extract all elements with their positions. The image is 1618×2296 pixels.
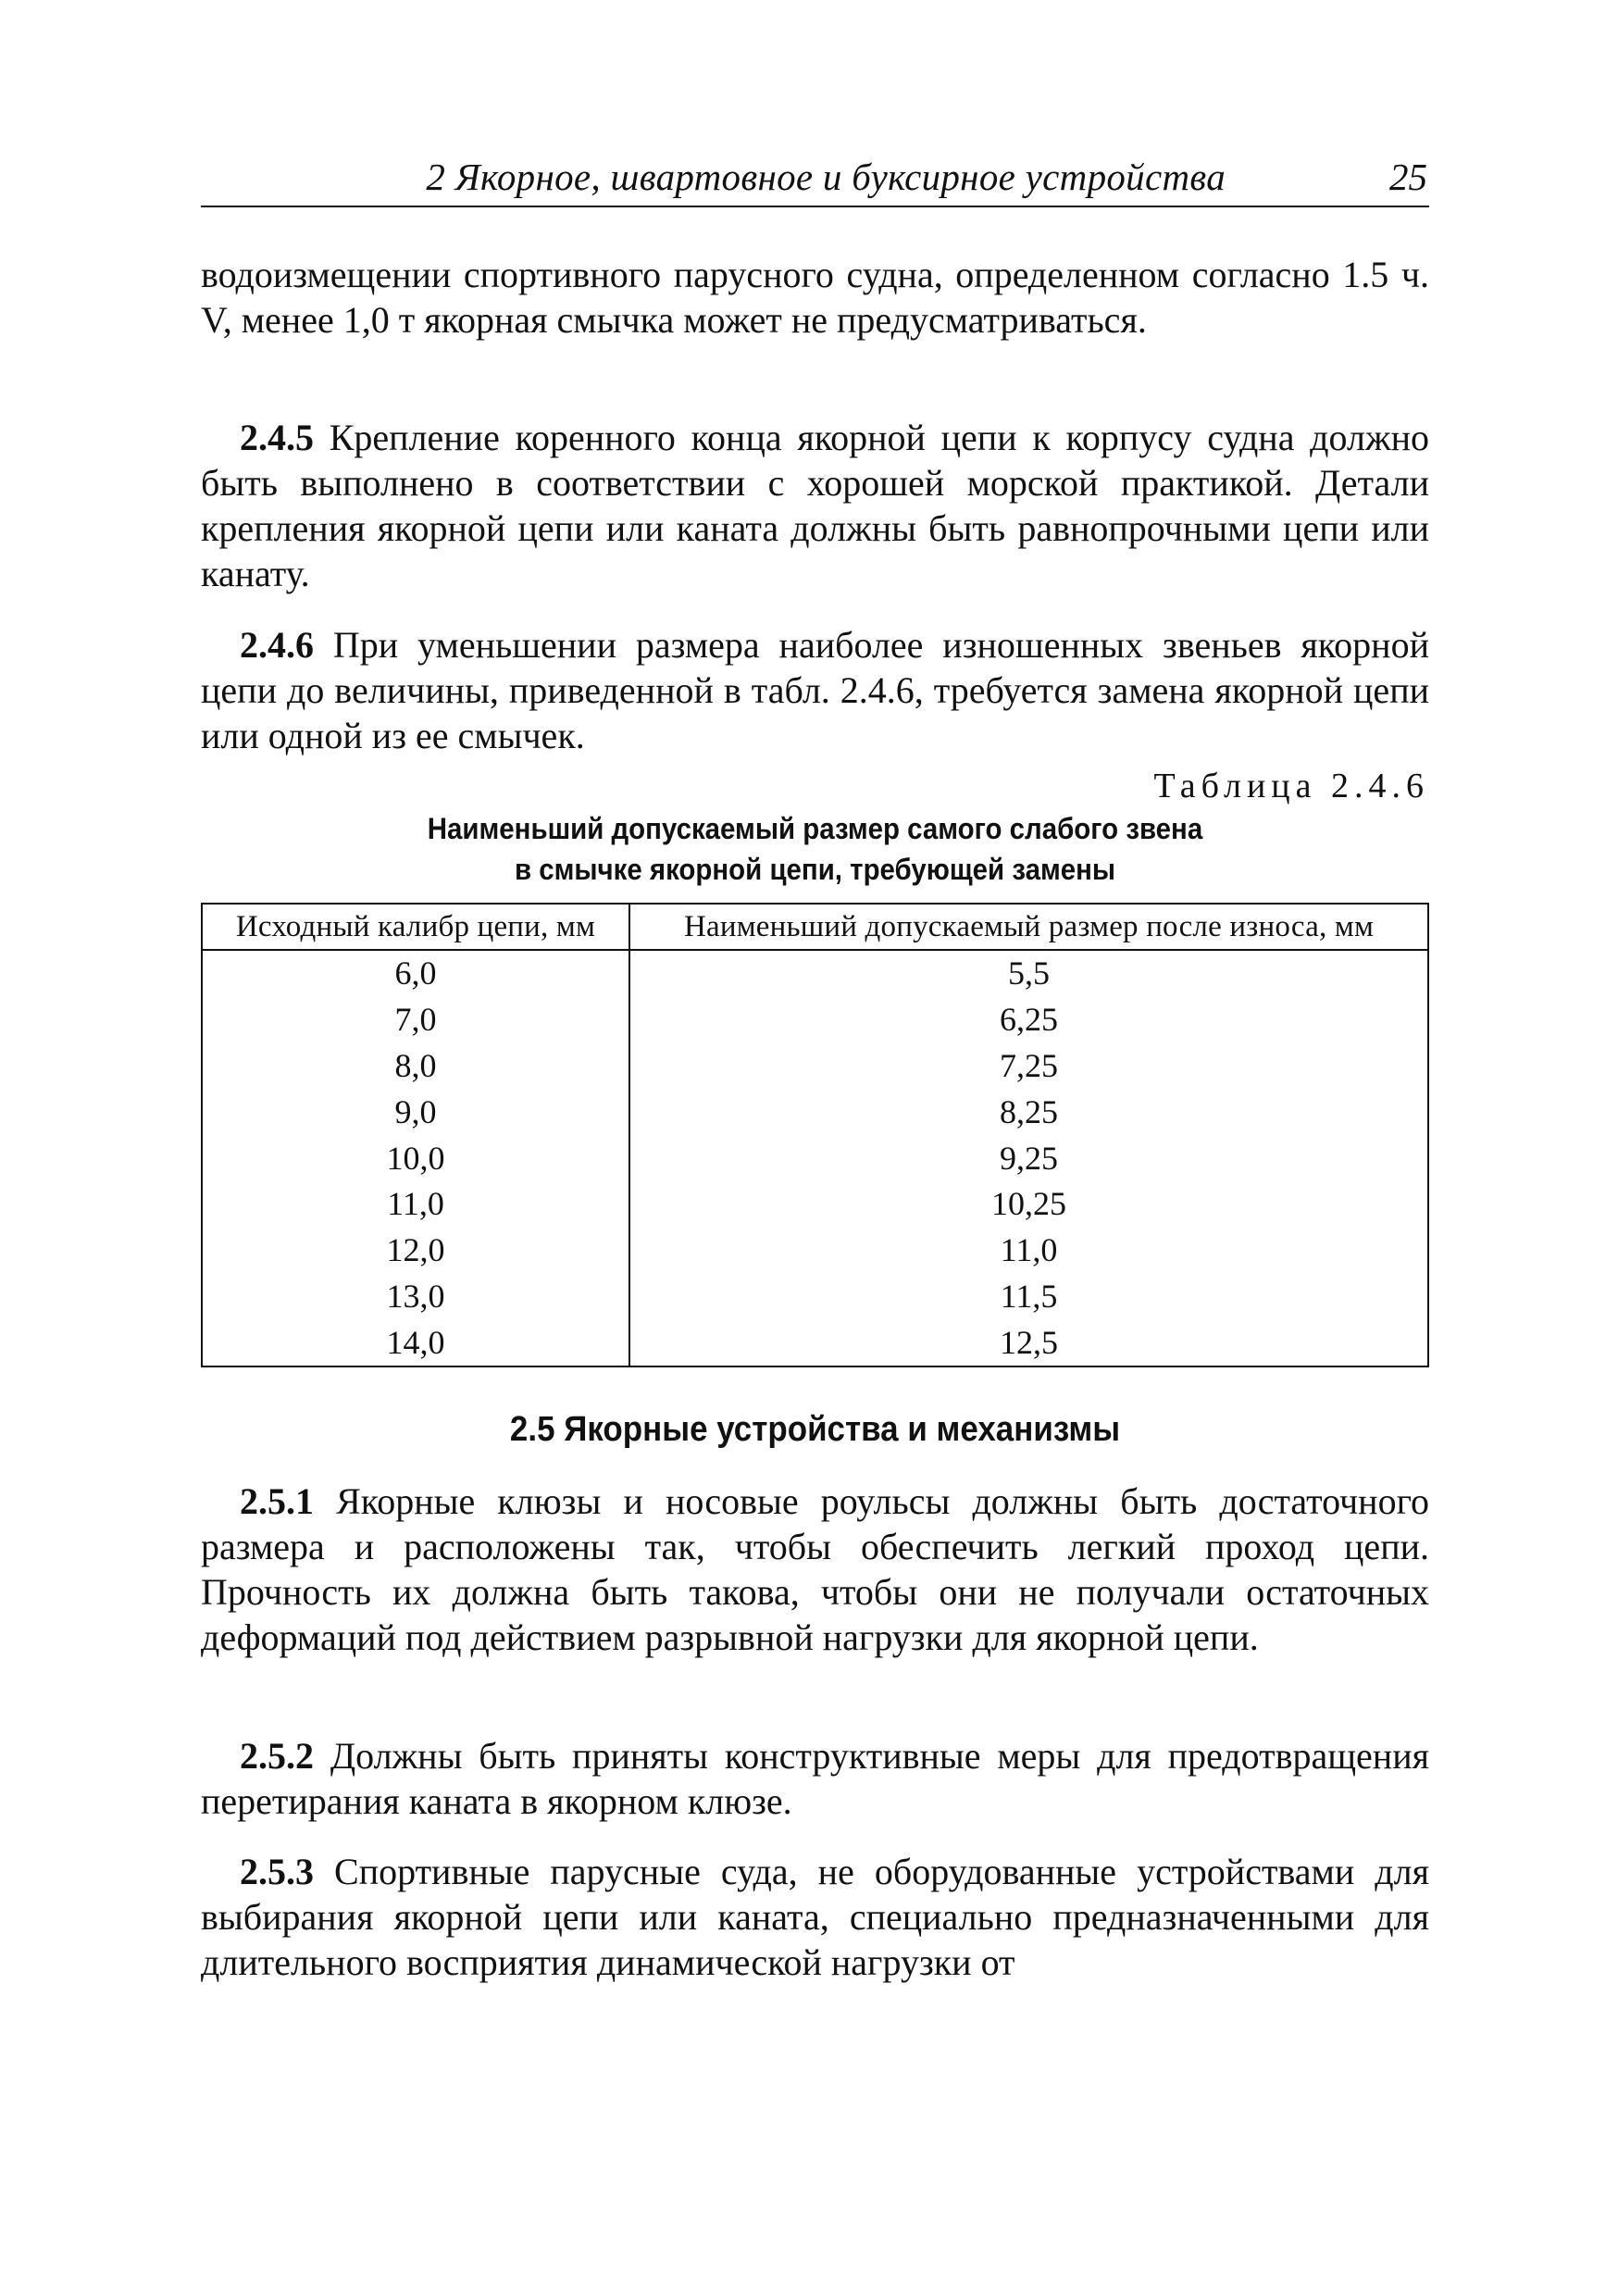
cell-min-size: 11,0 (629, 1228, 1428, 1274)
cell-caliber: 7,0 (202, 997, 629, 1043)
table-row (202, 1089, 1428, 1135)
cell-caliber: 12,0 (202, 1228, 629, 1274)
cell-min-size: 5,5 (629, 950, 1428, 997)
paragraph-number: 2.5.1 (240, 1480, 314, 1522)
table-caption-line-1: Наименьший допускаемый размер самого слабого звена (427, 812, 1203, 845)
cell-caliber: 9,0 (202, 1089, 629, 1135)
cell-min-size: 6,25 (629, 997, 1428, 1043)
running-header (201, 154, 1429, 207)
cell-min-size: 11,5 (629, 1274, 1428, 1320)
cell-caliber: 8,0 (202, 1043, 629, 1090)
table-row (202, 1181, 1428, 1228)
paragraph-2-5-3 (201, 1849, 1429, 1985)
table-row (202, 950, 1428, 997)
running-title: 2 Якорное, швартовное и буксирное устройства (426, 156, 1226, 198)
continued-paragraph: водоизмещении спортивного парусного судна, определенном согласно 1.5 ч. V, менее 1,0 т якорная смычка может не предусматриваться. (201, 254, 1429, 341)
paragraph-number: 2.4.5 (240, 417, 314, 458)
chain-wear-table (201, 903, 1429, 1367)
paragraph-2-5-1 (201, 1479, 1429, 1660)
cell-min-size: 9,25 (629, 1135, 1428, 1181)
table-row (202, 1135, 1428, 1181)
page-number: 25 (1389, 156, 1427, 198)
table-caption (250, 808, 1380, 890)
table-row (202, 1319, 1428, 1366)
cell-caliber: 6,0 (202, 950, 629, 997)
paragraph-text: Якорные клюзы и носовые роульсы должны быть достаточного размера и расположены так, чтобы обеспечить легкий проход цепи. Прочность их должна быть такова, чтобы они не получали остаточных деформаций под действием разрывной нагрузки для якорной цепи. (201, 1480, 1429, 1658)
cell-min-size: 8,25 (629, 1089, 1428, 1135)
section-heading: 2.5 Якорные устройства и механизмы (509, 1410, 1121, 1449)
table-row (202, 997, 1428, 1043)
cell-caliber: 14,0 (202, 1319, 629, 1366)
table-header-row (202, 904, 1428, 950)
paragraph-text: При уменьшении размера наиболее изношенных звеньев якорной цепи до величины, приведенной в табл. 2.4.6, требуется замена якорной цепи или одной из ее смычек. (201, 624, 1429, 756)
paragraph-2-5-2 (201, 1733, 1429, 1824)
paragraph-text: Крепление коренного конца якорной цепи к корпусу судна должно быть выполнено в соответствии с хорошей морской практикой. Детали крепления якорной цепи или каната должны быть равнопрочными цепи или канату. (201, 417, 1429, 594)
cell-min-size: 7,25 (629, 1043, 1428, 1090)
paragraph-number: 2.4.6 (240, 624, 314, 666)
column-header-original-caliber: Исходный калибр цепи, мм (202, 904, 629, 950)
cell-caliber: 10,0 (202, 1135, 629, 1181)
table-row (202, 1228, 1428, 1274)
cell-min-size: 12,5 (629, 1319, 1428, 1366)
table-caption-line-2: в смычке якорной цепи, требующей замены (514, 853, 1116, 886)
paragraph-number: 2.5.2 (240, 1735, 314, 1777)
column-header-min-size: Наименьший допускаемый размер после износа, мм (629, 904, 1428, 950)
paragraph-text: Спортивные парусные суда, не оборудованные устройствами для выбирания якорной цепи или каната, специально предназначенными для длительного восприятия динамической нагрузки от (201, 1851, 1429, 1983)
table-label: Таблица 2.4.6 (1153, 767, 1429, 805)
paragraph-number: 2.5.3 (240, 1851, 314, 1892)
table-row (202, 1043, 1428, 1090)
cell-caliber: 11,0 (202, 1181, 629, 1228)
cell-min-size: 10,25 (629, 1181, 1428, 1228)
table-row (202, 1274, 1428, 1320)
paragraph-2-4-6 (201, 622, 1429, 758)
paragraph-text: Должны быть приняты конструктивные меры для предотвращения перетирания каната в якорном клюзе. (201, 1735, 1429, 1822)
cell-caliber: 13,0 (202, 1274, 629, 1320)
paragraph-2-4-5 (201, 415, 1429, 596)
